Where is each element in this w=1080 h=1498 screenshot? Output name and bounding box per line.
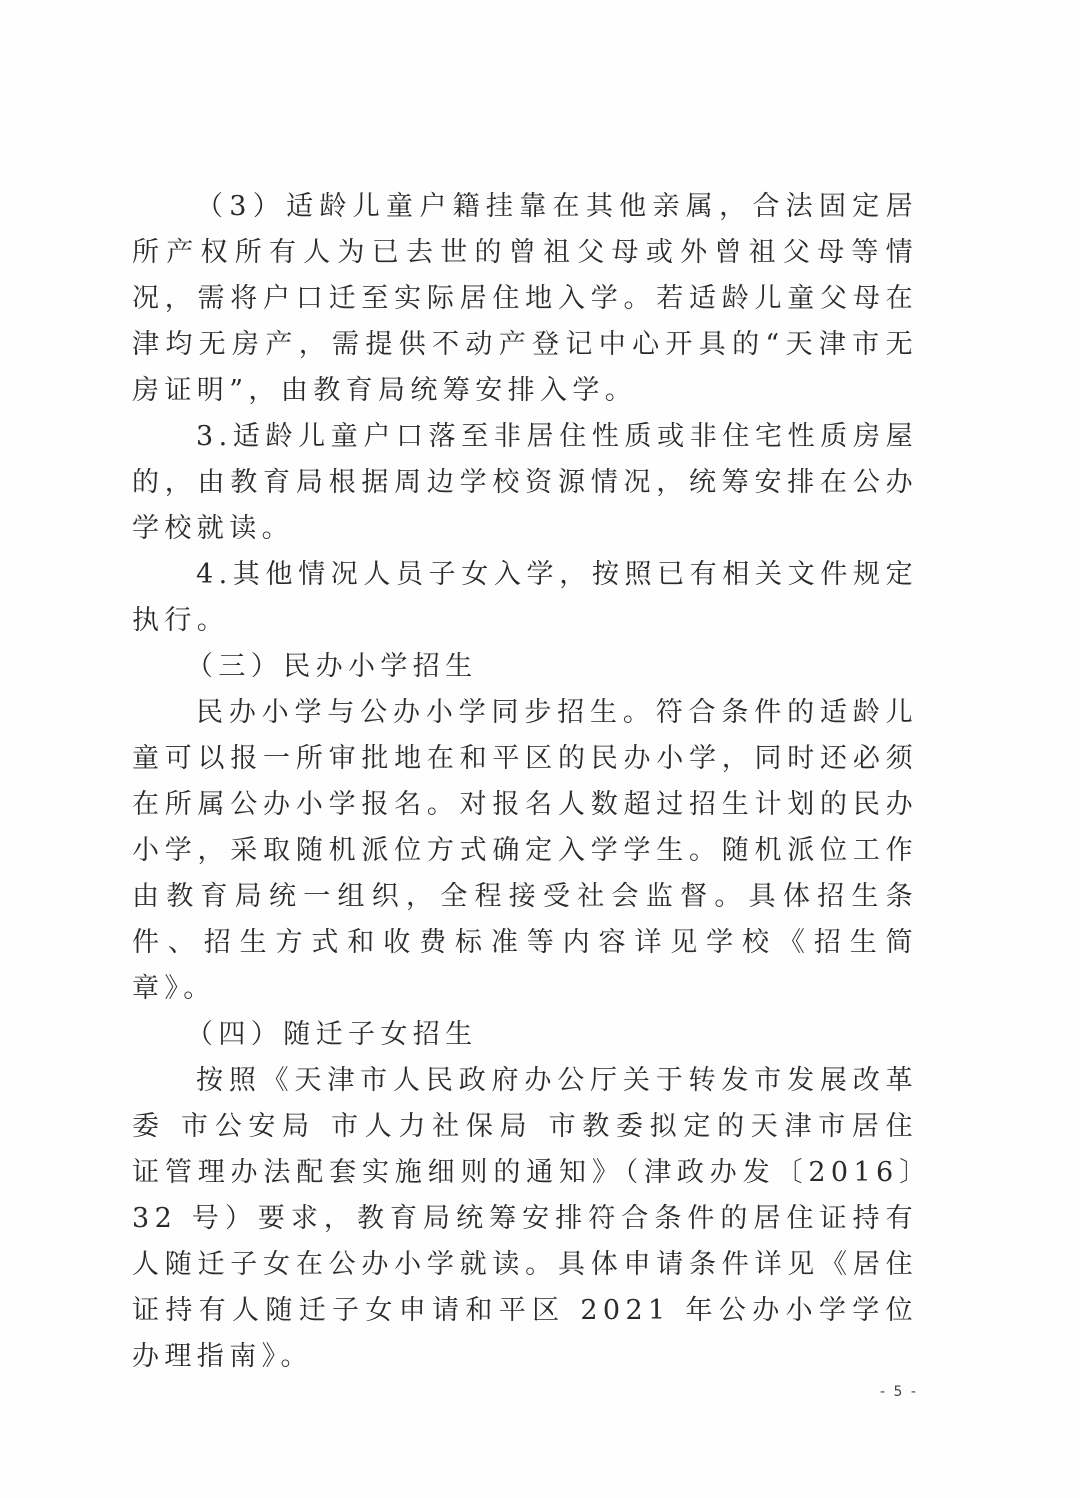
paragraph-item-3-household-registration: （3）适龄儿童户籍挂靠在其他亲属，合法固定居所产权所有人为已去世的曾祖父母或外曾祖父母等情况，需将户口迁至实际居住地入学。若适龄儿童父母在津均无房产，需提供不动产登记中心开具的“天津市无房证明”，由教育局统筹安排入学。 (132, 191, 918, 406)
paragraph-private-primary-enrollment: 民办小学与公办小学同步招生。符合条件的适龄儿童可以报一所审批地在和平区的民办小学，同时还必须在所属公办小学报名。对报名人数超过招生计划的民办小学，采取随机派位方式确定入学学生。随机派位工作由教育局统一组织，全程接受社会监督。具体招生条件、招生方式和收费标准等内容详见学校《招生简章》。 (132, 697, 918, 1004)
section-heading-private-primary: （三）民办小学招生 (186, 651, 478, 682)
paragraph-item-3-non-residential: 3.适龄儿童户口落至非居住性质或非住宅性质房屋的，由教育局根据周边学校资源情况，统筹安排在公办学校就读。 (132, 421, 918, 544)
document-body (132, 184, 918, 1380)
page-number: - 5 - (880, 1384, 918, 1400)
paragraph-migrant-children-enrollment: 按照《天津市人民政府办公厅关于转发市发展改革委 市公安局 市人力社保局 市教委拟定的天津市居住证管理办法配套实施细则的通知》（津政办发〔2016〕32 号）要求，教育局统筹安排符合条件的居住证持有人随迁子女在公办小学就读。具体申请条件详见《居住证持有人随迁子女申请和平区 2021 年公办小学学位办理指南》。 (132, 1065, 918, 1372)
section-heading-migrant-children: （四）随迁子女招生 (186, 1019, 478, 1050)
paragraph-item-4-other-cases: 4.其他情况人员子女入学，按照已有相关文件规定执行。 (132, 559, 918, 636)
